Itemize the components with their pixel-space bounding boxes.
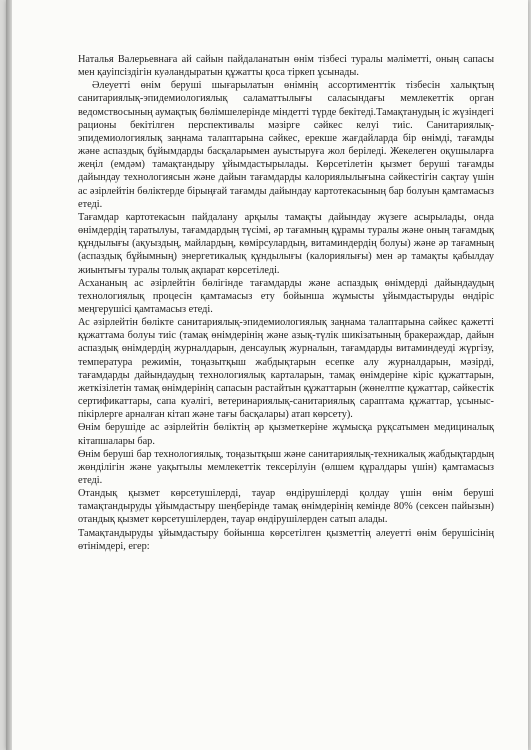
paragraph-equipment: Өнім беруші бар технологиялық, тоңазытқыш және санитариялық-техникалық жабдықтардың жөнділігін және уақытылы мемлекеттік тексерілуін (өлшем құралдары үшін) қамтамасыз етеді. <box>78 448 494 486</box>
paragraph-assortment: Әлеуетті өнім беруші шығарылатын өнімнің ассортименттік тізбесін халықтың санитариялық-эпидемиологиялық саламаттылығы саласындағы мемлекеттік орган ведомствосының аумақтық бөлімшелерінде міндетті түрде бекітеді.Тамақтанудың іс жүзіндегі рационы бекітілген перспективалы мәзірге сәйкес келуі тиіс. Санитариялық-эпидемиологиялық заңнама талаптарына сәйкес, ерекше жағдайларда бір өнімді, тағамды және аспаздық бұйымдарды басқаларымен ауыстыруға жол беріледі. Жекелеген оқушыларға жеңіл (емдәм) тамақтандыру ұйымдастырылады. Көрсетілетін қызмет беруші тағамды дайындау технологиясын және дайын тағамдарды калориялылығына сәйкестігін сақтау үшін ас әзірлейтін бөліктерде бірыңғай тағамды дайындау картотекасының бар болуын қамтамасыз етеді. <box>78 80 494 210</box>
paragraph-documentation: Ас әзірлейтін бөлікте санитариялық-эпидемиологиялық заңнама талаптарына сәйкес қажетті құжаттама болуы тиіс (тамақ өнімдерінің және азық-түлік шикізатының бракераждар, дайын аспаздық өнімдердің журналдарын, денсаулық журналын, тағамдарды витаминдеуді жүргізу, температура режимін, тоңазытқыш жабдықтарын есепке алу журналдарын, мәзірді, тағамдарды дайындаудың технологиялық карталарын, тамақ өнімдеріне кіріс құжаттарын, жеткізілетін тамақ өнімдерінің сапасын растайтын құжаттарын (жөнелтпе құжаттар, сәйкестік сертификаттары, сапа куәлігі, ветеринариялық-санитариялық сараптама құжаттар, ұсыныс-пікірлерге арналған кітап және тағы басқалары) атап көрсету). <box>78 317 494 421</box>
document-body <box>78 53 494 553</box>
paragraph-technology-process: Асхананың ас әзірлейтін бөлігінде тағамдарды және аспаздық өнімдерді дайындаудың технологиялық процесін қамтамасыз ету бойынша жұмысты ұйымдастыруды өндіріс меңгерушісі қамтамасыз етеді. <box>78 277 494 315</box>
scan-edge-shadow <box>6 0 12 750</box>
paragraph-medical-books: Өнім берушіде ас әзірлейтін бөліктің әр қызметкеріне жұмысқа рұқсатымен медициналық кітапшалары бар. <box>78 422 494 447</box>
paragraph-applications: Тамақтандыруды ұйымдастыру бойынша көрсетілген қызметтің әлеуетті өнім берушісінің өтінімдері, егер: <box>78 527 494 552</box>
paragraph-domestic-suppliers: Отандық қызмет көрсетушілерді, тауар өндірушілерді қолдау үшін өнім беруші тамақтандыруды ұйымдастыру шеңберінде тамақ өнімдерінің кемінде 80% (сексен пайызын) отандық қызмет көрсетушілерден, тауар өндірушілерден сатып алады. <box>78 488 494 526</box>
document-page <box>6 0 528 750</box>
paragraph-card-index: Тағамдар картотекасын пайдалану арқылы тамақты дайындау жүзеге асырылады, онда өнімдердің таратылуы, тағамдардың түсімі, әр тағамның құрамы туралы және оның тағамдық құндылығы (ақуыздың, майлардың, көмірсулардың, витаминдердің болуы) және әр тағамның (аспаздық бұйымның) энергетикалық құндылығы (калориялығы) мен әр тамақты қабылдау жиынтығы туралы толық ақпарат көрсетіледі. <box>78 211 494 276</box>
paragraph-product-list: Наталья Валерьевнаға ай сайын пайдаланатын өнім тізбесі туралы мәліметті, оның сапасы мен қауіпсіздігін куәландыратын құжатты қоса тіркеп ұсынады. <box>78 54 494 79</box>
